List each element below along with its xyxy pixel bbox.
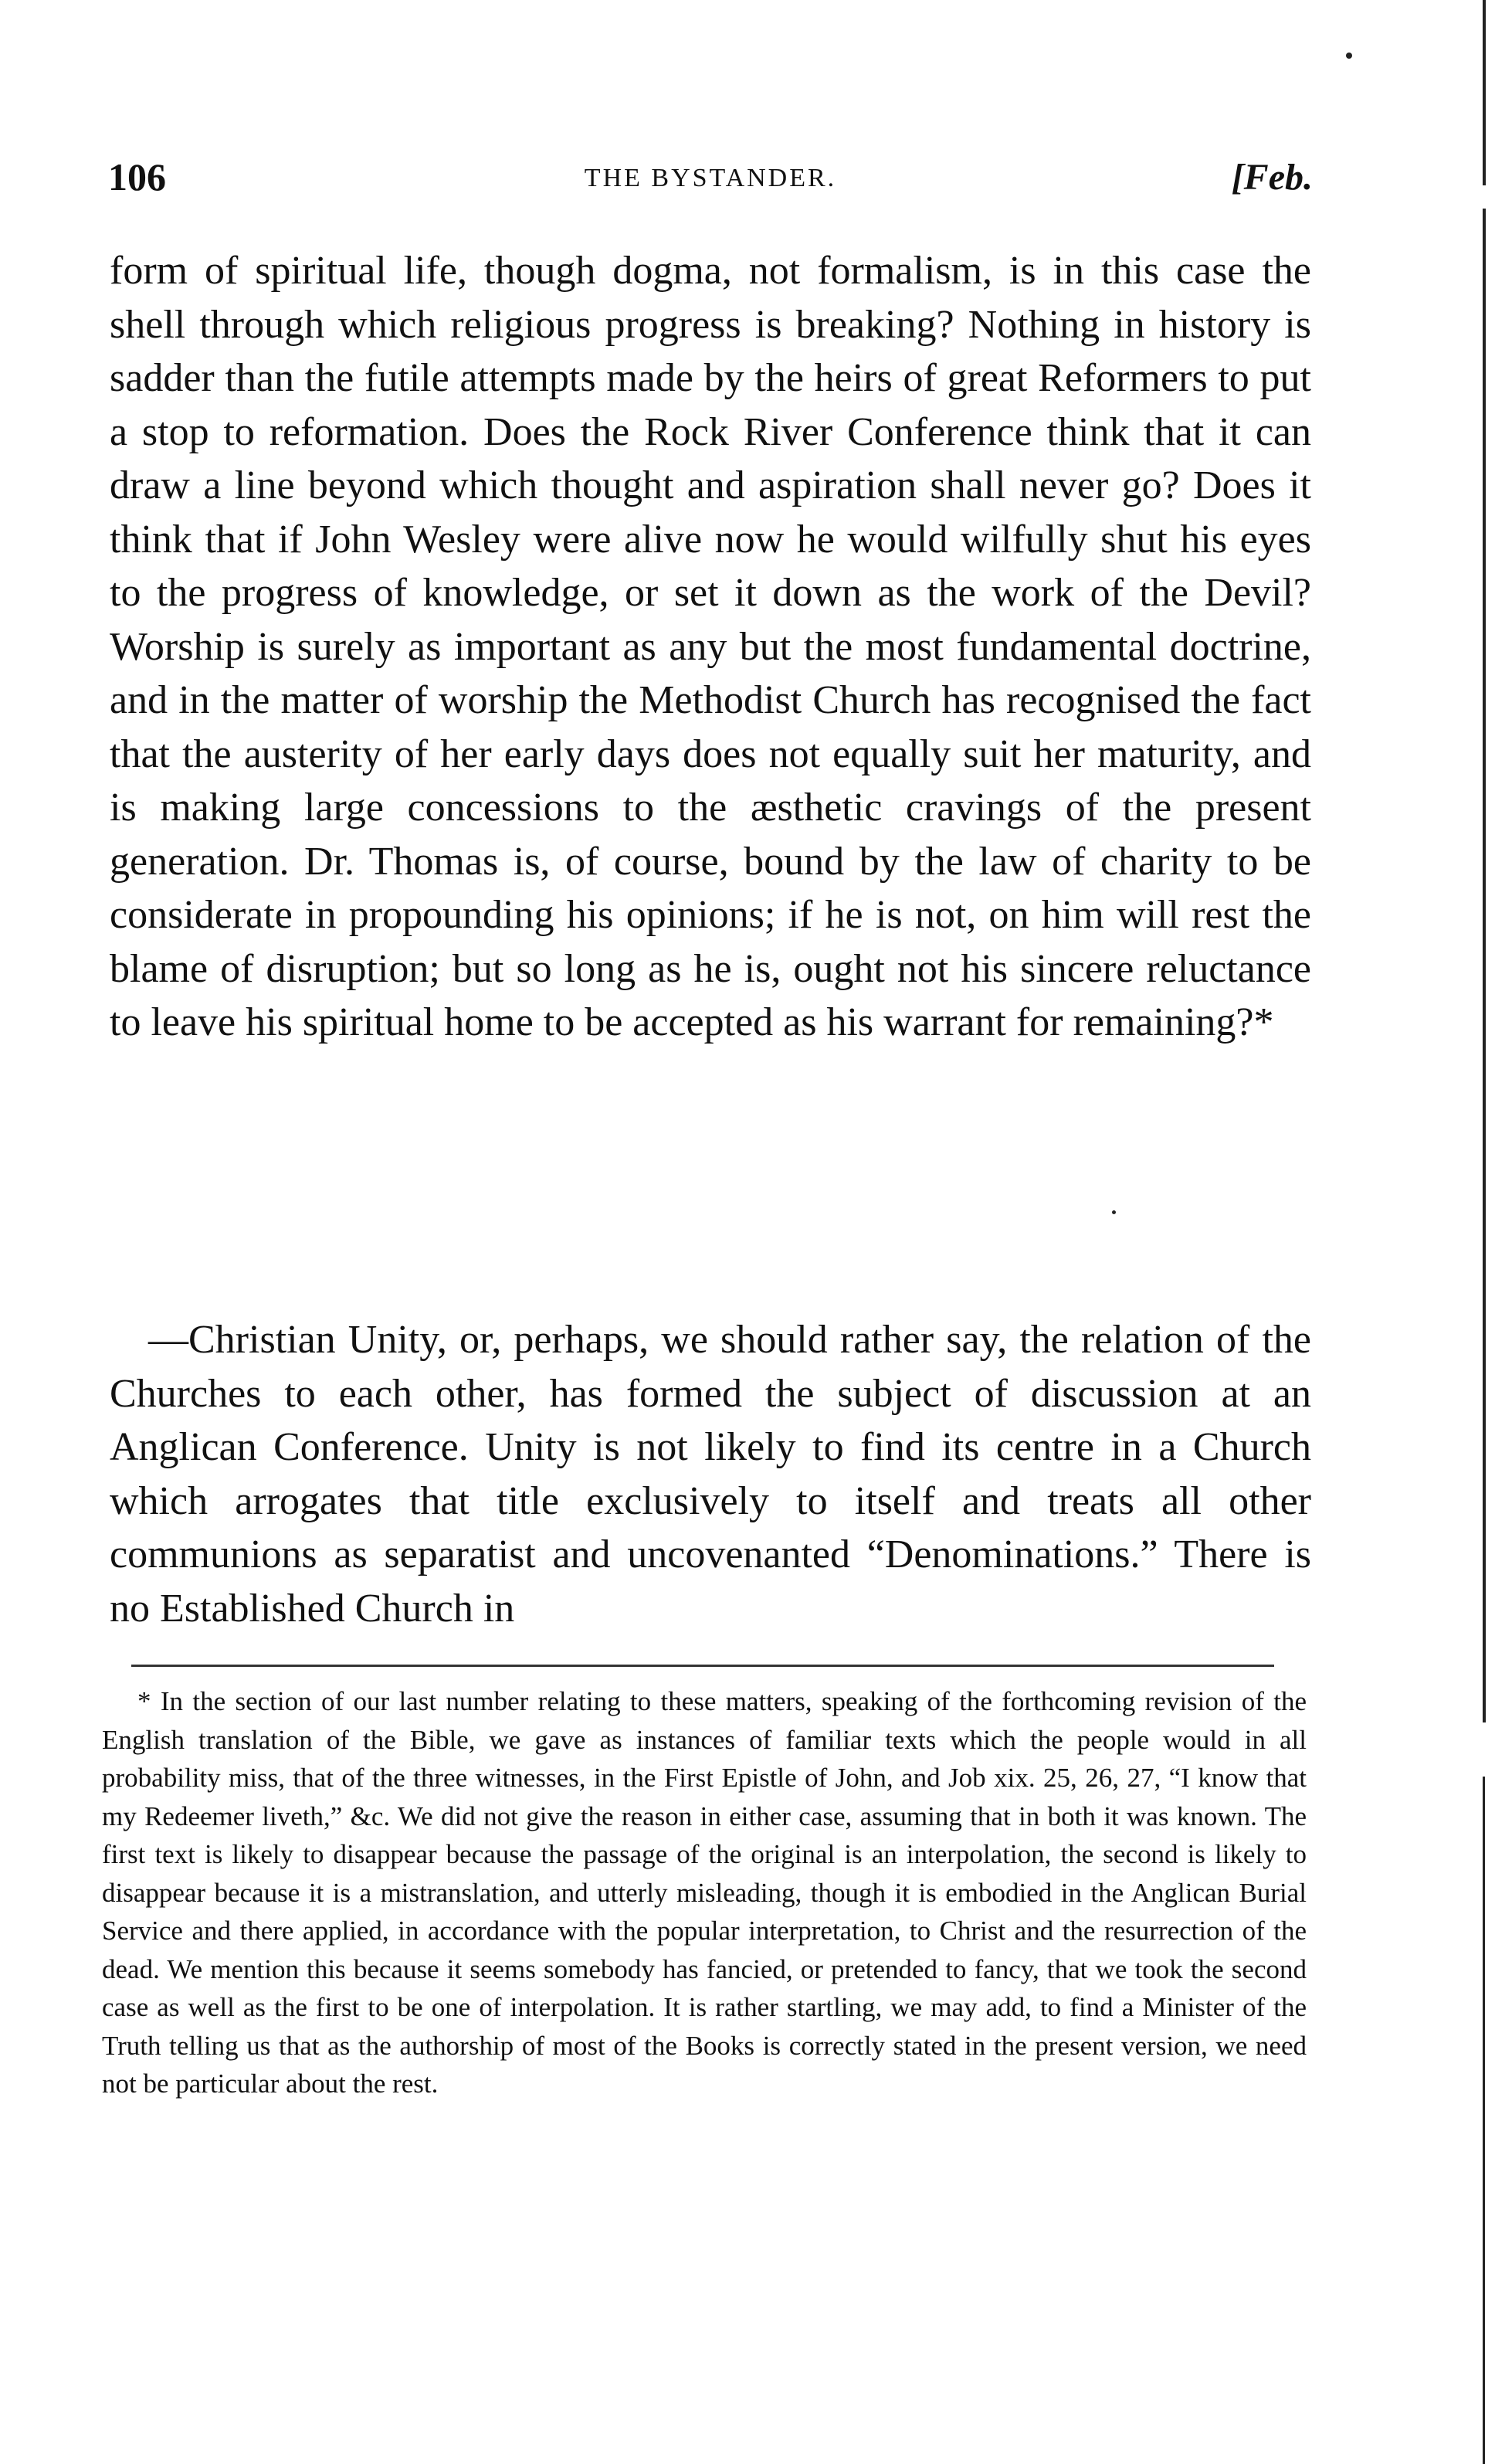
body-paragraph: form of spiritual life, though dogma, not formalism, is in this case the shell through which religious progress is breaking? Nothing in history is sadder than the futile attempts made by the heirs of great Reformers to put a stop to reformation. Does the Rock River Conference think that it can draw a line beyond which thought and aspiration shall never go? Does it think that if John Wesley were alive now he would wilfully shut his eyes to the progress of knowledge, or set it down as the work of the Devil? Worship is surely as important as any but the most fundamental doctrine, and in the matter of worship the Methodist Church has recognised the fact that the austerity of her early days does not equally suit her maturity, and is making large concessions to the æsthetic cravings of the present generation. Dr. Thomas is, of course, bound by the law of charity to be considerate in propounding his opinions; if he is not, on him will rest the blame of disruption; but so long as he is, ought not his sincere reluctance to leave his spiritual home to be accepted as his warrant for remaining?* (110, 249, 1311, 1044)
print-speck (1346, 53, 1352, 59)
body-paragraph: —Christian Unity, or, perhaps, we should rather say, the relation of the Churches to each other, has formed the subject of discussion at an Anglican Conference. Unity is not likely to find its centre in a Church which arrogates that title exclusively to itself and treats all other communions as separatist and uncovenanted “Denominations.” There is no Established Church in (110, 1318, 1311, 1631)
print-speck (1112, 1210, 1116, 1214)
running-title: THE BYSTANDER. (584, 164, 837, 192)
page-edge-line (1483, 209, 1486, 1722)
footnote: * In the section of our last number relating to these matters, speaking of the forthcoming revision of the English translation of the Bible, we gave as instances of familiar texts which the people would in all probability miss, that of the three witnesses, in the First Epistle of John, and Job xix. 25, 26, 27, “I know that my Redeemer liveth,” &c. We did not give the reason in either case, assuming that in both it was known. The first text is likely to disappear because the passage of the original is an interpolation, the second is likely to disappear because it is a mistranslation, and utterly misleading, though it is embodied in the Anglican Burial Service and there applied, in accordance with the popular interpretation, to Christ and the resurrection of the dead. We mention this because it seems somebody has fancied, or pretended to fancy, that we took the second case as well as the first to be one of interpolation. It is rather startling, we may add, to find a Minister of the Truth telling us that as the authorship of most of the Books is correctly stated in the present version, we need not be particular about the rest. (102, 1686, 1307, 2099)
page-edge-line (1483, 1777, 1485, 2464)
page-number: 106 (108, 155, 166, 199)
running-header (108, 154, 1313, 209)
running-month: [Feb. (1231, 157, 1313, 198)
page-edge-line (1483, 0, 1486, 185)
footnote-divider (131, 1665, 1274, 1667)
